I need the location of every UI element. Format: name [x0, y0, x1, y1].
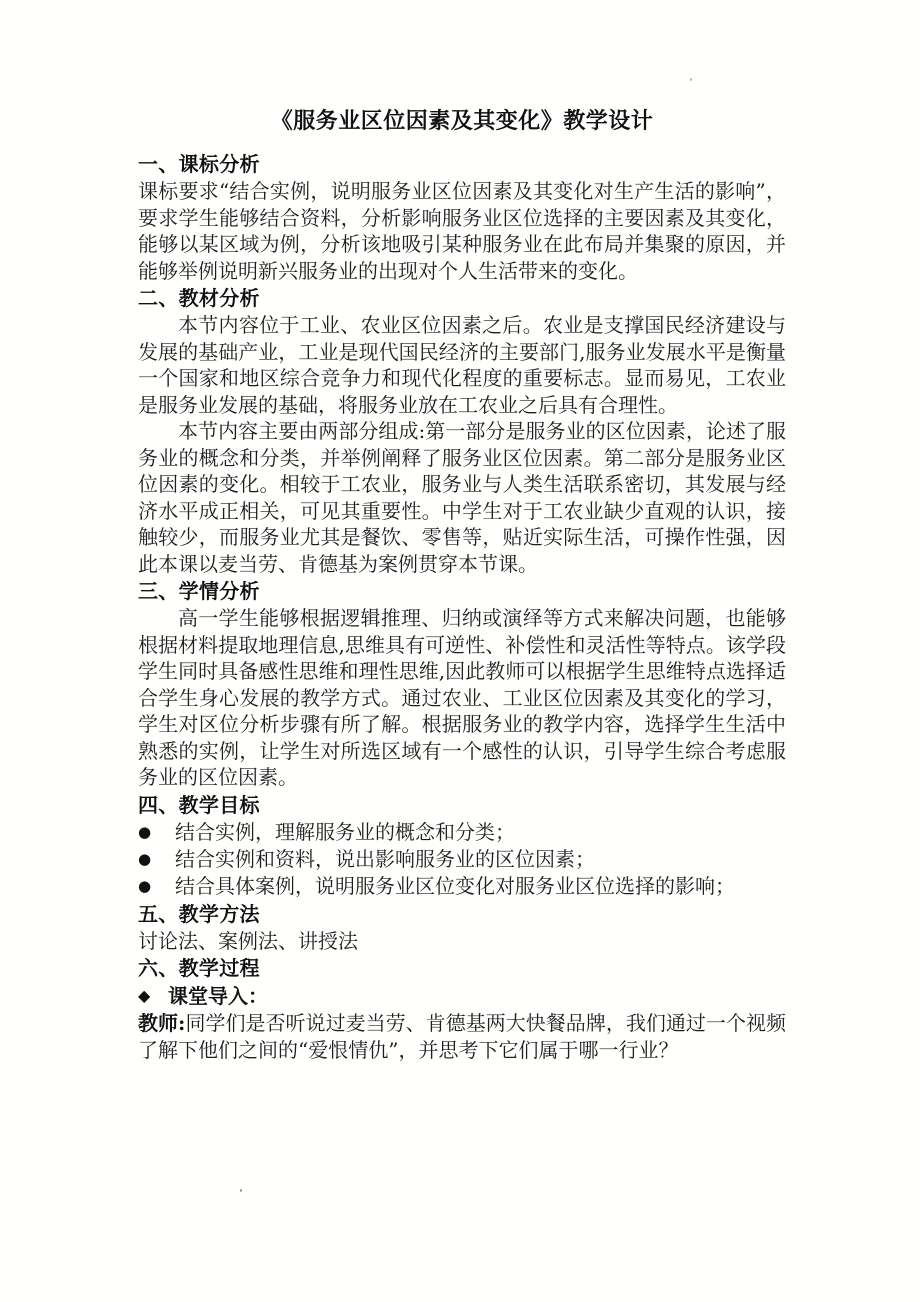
- bullet-dot-icon: ●: [138, 822, 152, 841]
- paragraph-curriculum-analysis: 课标要求“结合实例，说明服务业区位因素及其变化对生产生活的影响”，要求学生能够结合资料，分析影响服务业区位选择的主要因素及其变化，能够以某区域为例，分析该地吸引某种服务业在此布局并集聚的原因，并能够举例说明新兴服务业的出现对个人生活带来的变化。: [138, 179, 786, 283]
- bullet-dot-icon: ●: [138, 876, 152, 895]
- teacher-speech-text: 同学们是否听说过麦当劳、肯德基两大快餐品牌，我们通过一个视频了解下他们之间的“爱恨情仇”，并思考下它们属于哪一行业？: [138, 1011, 786, 1062]
- page-title: 《服务业区位因素及其变化》教学设计: [270, 108, 654, 134]
- paragraph-textbook-analysis-1: 本节内容位于工业、农业区位因素之后。农业是支撑国民经济建设与发展的基础产业，工业是现代国民经济的主要部门,服务业发展水平是衡量一个国家和地区综合竞争力和现代化程度的重要标志。显而易见，工农业是服务业发展的基础，将服务业放在工农业之后具有合理性。: [138, 313, 786, 417]
- section-heading-teaching-objectives: 四、教学目标: [138, 792, 260, 817]
- scan-speck-top: [690, 78, 692, 81]
- section-heading-student-analysis: 三、学情分析: [138, 579, 260, 603]
- bullet-diamond-icon: ◆: [138, 986, 151, 1005]
- paragraph-teaching-methods: 讨论法、案例法、讲授法: [138, 928, 358, 953]
- document-body: [138, 104, 786, 1063]
- subheading-label: 课堂导入：: [168, 984, 268, 1008]
- subheading-class-introduction: [138, 982, 786, 1010]
- section-heading-textbook-analysis: 二、教材分析: [138, 286, 260, 310]
- paragraph-student-analysis: 高一学生能够根据逻辑推理、归纳或演绎等方式来解决问题，也能够根据材料提取地理信息,思维具有可逆性、补偿性和灵活性等特点。该学段学生同时具备感性思维和理性思维,因此教师可以根据学生思维特点选择适合学生身心发展的教学方式。通过农业、工业区位因素及其变化的学习，学生对区位分析步骤有所了解。根据服务业的教学内容，选择学生生活中熟悉的实例，让学生对所选区域有一个感性的认识，引导学生综合考虑服务业的区位因素。: [138, 606, 786, 789]
- section-heading-teaching-process: 六、教学过程: [138, 956, 260, 980]
- list-item: [138, 873, 786, 900]
- paragraph-textbook-analysis-2: 本节内容主要由两部分组成:第一部分是服务业的区位因素，论述了服务业的概念和分类，并举例阐释了服务业区位因素。第二部分是服务业区位因素的变化。相较于工农业，服务业与人类生活联系密切，其发展与经济水平成正相关，可见其重要性。中学生对于工农业缺少直观的认识，接触较少，而服务业尤其是餐饮、零售等，贴近实际生活，可操作性强，因此本课以麦当劳、肯德基为案例贯穿本节课。: [138, 419, 786, 576]
- list-item: [138, 846, 786, 873]
- objectives-list: [138, 819, 786, 900]
- objective-text: 结合具体案例，说明服务业区位变化对服务业区位选择的影响；: [175, 873, 735, 898]
- section-heading-teaching-methods: 五、教学方法: [138, 901, 260, 926]
- section-heading-curriculum-analysis: 一、课标分析: [138, 152, 260, 176]
- scan-speck-bottom: [240, 1189, 242, 1192]
- speaker-label-teacher: 教师:: [138, 1011, 186, 1035]
- paragraph-teacher-speech: [138, 1010, 786, 1063]
- list-item: [138, 819, 786, 846]
- objective-text: 结合实例，理解服务业的概念和分类；: [175, 819, 515, 844]
- bullet-dot-icon: ●: [138, 849, 152, 868]
- objective-text: 结合实例和资料，说出影响服务业的区位因素；: [175, 846, 595, 871]
